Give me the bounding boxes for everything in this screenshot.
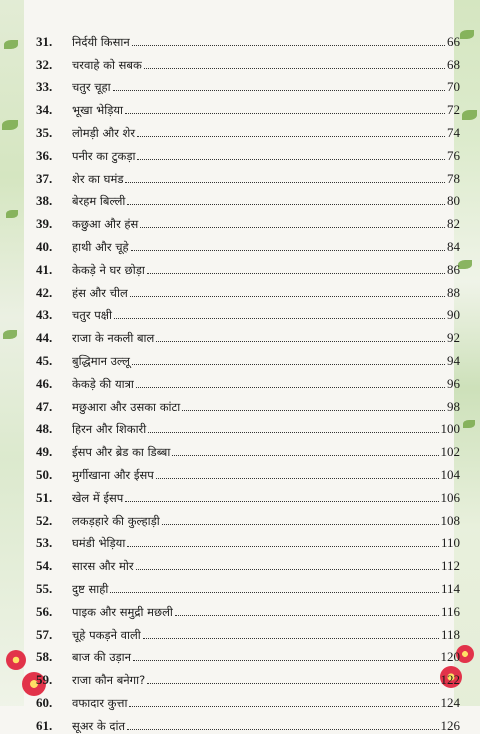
toc-entry [36, 551, 460, 574]
toc-number: 41. [36, 261, 53, 277]
toc-page-number: 90 [447, 307, 460, 323]
toc-number: 52. [36, 512, 53, 528]
toc-page-number: 116 [440, 603, 460, 619]
toc-entry [36, 483, 460, 506]
toc-title: घमंडी भेड़िया [72, 536, 126, 551]
toc-number: 39. [36, 216, 53, 232]
toc-page-number: 110 [440, 535, 460, 551]
dotted-leader [125, 112, 445, 114]
toc-number: 37. [36, 170, 53, 186]
toc-page-number: 86 [447, 261, 460, 277]
dotted-leader [172, 454, 438, 456]
toc-number: 45. [36, 352, 53, 368]
toc-page-number: 114 [440, 580, 460, 596]
toc-entry [36, 278, 460, 301]
toc-page-number: 106 [440, 489, 460, 505]
toc-title: राजा कौन बनेगा? [72, 673, 146, 688]
toc-entry [36, 574, 460, 597]
dotted-leader [132, 363, 445, 365]
dotted-leader [175, 614, 439, 616]
leaf-decoration [463, 420, 475, 428]
toc-page-number: 122 [440, 672, 460, 688]
toc-title: केकड़े की यात्रा [72, 376, 134, 391]
toc-number: 46. [36, 375, 53, 391]
toc-number: 60. [36, 694, 53, 710]
toc-entry [36, 437, 460, 460]
toc-number: 48. [36, 421, 53, 437]
toc-number: 32. [36, 56, 53, 72]
toc-title: सूअर के दांत [72, 718, 126, 733]
dotted-leader [136, 568, 439, 570]
toc-entry [36, 209, 460, 232]
toc-title: लोमड़ी और शेर [72, 125, 136, 140]
dotted-leader [140, 226, 445, 228]
toc-title: बेरहम बिल्ली [72, 194, 126, 209]
toc-entry [36, 688, 460, 711]
dotted-leader [133, 659, 438, 661]
toc-number: 43. [36, 307, 53, 323]
dotted-leader [125, 500, 438, 502]
toc-title: मुर्गीखाना और ईसप [72, 467, 154, 482]
toc-title: चरवाहे को सबक [72, 57, 142, 72]
leaf-decoration [458, 260, 472, 269]
toc-entry [36, 187, 460, 210]
dotted-leader [110, 591, 439, 593]
toc-page-number: 82 [447, 216, 460, 232]
toc-page-number: 76 [447, 147, 460, 163]
toc-title: चूहे पकड़ने वाली [72, 627, 141, 642]
flower-decoration [6, 650, 26, 670]
dotted-leader [125, 181, 445, 183]
toc-title: चतुर चूहा [72, 80, 111, 95]
toc-title: कछुआ और हंस [72, 217, 139, 232]
toc-title: शेर का घमंड [72, 171, 124, 186]
dotted-leader [130, 295, 445, 297]
toc-title: खेल में ईसप [72, 490, 124, 505]
toc-number: 49. [36, 444, 53, 460]
toc-title: निर्दयी किसान [72, 34, 130, 49]
toc-number: 59. [36, 672, 53, 688]
toc-number: 50. [36, 466, 53, 482]
dotted-leader [162, 523, 439, 525]
toc-title: ईसप और ब्रेड का डिब्बा [72, 445, 171, 460]
dotted-leader [132, 44, 445, 46]
toc-entry [36, 415, 460, 438]
toc-page-number: 78 [447, 170, 460, 186]
table-of-contents [36, 27, 460, 734]
toc-number: 31. [36, 33, 53, 49]
dotted-leader [143, 637, 439, 639]
toc-entry [36, 50, 460, 73]
dotted-leader [156, 477, 439, 479]
toc-title: मछुआरा और उसका कांटा [72, 399, 181, 414]
dotted-leader [127, 728, 438, 730]
toc-entry [36, 460, 460, 483]
toc-entry [36, 118, 460, 141]
toc-number: 61. [36, 717, 53, 733]
toc-page-number: 94 [447, 352, 460, 368]
toc-title: बुद्धिमान उल्लू [72, 353, 130, 368]
toc-page-number: 66 [447, 33, 460, 49]
toc-page-number: 96 [447, 375, 460, 391]
dotted-leader [144, 67, 445, 69]
toc-entry [36, 529, 460, 552]
toc-number: 54. [36, 558, 53, 574]
toc-entry [36, 232, 460, 255]
toc-number: 36. [36, 147, 53, 163]
toc-entry [36, 620, 460, 643]
leaf-decoration [462, 110, 477, 120]
leaf-decoration [3, 330, 17, 339]
toc-page-number: 92 [447, 330, 460, 346]
toc-page-number: 104 [440, 466, 460, 482]
toc-title: सारस और मोर [72, 559, 134, 574]
toc-title: हाथी और चूहे [72, 239, 129, 254]
dotted-leader [137, 158, 445, 160]
toc-entry [36, 369, 460, 392]
toc-page-number: 120 [440, 649, 460, 665]
toc-entry [36, 141, 460, 164]
toc-number: 55. [36, 580, 53, 596]
toc-number: 42. [36, 284, 53, 300]
dotted-leader [114, 317, 445, 319]
toc-entry [36, 73, 460, 96]
toc-title: चतुर पक्षी [72, 308, 112, 323]
dotted-leader [156, 340, 445, 342]
leaf-decoration [2, 120, 18, 130]
toc-number: 34. [36, 102, 53, 118]
toc-page-number: 112 [440, 558, 460, 574]
toc-entry [36, 27, 460, 50]
dotted-leader [182, 409, 445, 411]
toc-number: 47. [36, 398, 53, 414]
toc-number: 58. [36, 649, 53, 665]
left-floral-border [0, 0, 24, 706]
toc-title: पाइक और समुद्री मछली [72, 604, 173, 619]
toc-entry [36, 95, 460, 118]
toc-title: दुष्ट साही [72, 581, 109, 596]
toc-entry [36, 301, 460, 324]
toc-title: बाज की उड़ान [72, 650, 132, 665]
toc-entry [36, 392, 460, 415]
toc-title: राजा के नकली बाल [72, 331, 155, 346]
dotted-leader [113, 89, 445, 91]
dotted-leader [148, 431, 438, 433]
toc-title: केकड़े ने घर छोड़ा [72, 262, 145, 277]
dotted-leader [147, 682, 438, 684]
toc-entry [36, 346, 460, 369]
toc-entry [36, 164, 460, 187]
toc-page-number: 70 [447, 79, 460, 95]
toc-page-number: 126 [440, 717, 460, 733]
toc-title: हिरन और शिकारी [72, 422, 147, 437]
dotted-leader [136, 386, 445, 388]
toc-entry [36, 711, 460, 734]
toc-entry [36, 323, 460, 346]
toc-title: वफादार कुत्ता [72, 695, 128, 710]
leaf-decoration [460, 30, 474, 39]
toc-page-number: 98 [447, 398, 460, 414]
leaf-decoration [6, 210, 18, 218]
leaf-decoration [4, 40, 18, 49]
dotted-leader [147, 272, 445, 274]
dotted-leader [131, 249, 445, 251]
toc-entry [36, 665, 460, 688]
dotted-leader [127, 545, 439, 547]
toc-number: 57. [36, 626, 53, 642]
toc-page-number: 72 [447, 102, 460, 118]
toc-page-number: 80 [447, 193, 460, 209]
dotted-leader [137, 135, 445, 137]
toc-page-number: 124 [440, 694, 460, 710]
toc-title: लकड़हारे की कुल्हाड़ी [72, 513, 160, 528]
toc-title: हंस और चील [72, 285, 128, 300]
toc-page-number: 88 [447, 284, 460, 300]
toc-number: 38. [36, 193, 53, 209]
toc-page-number: 74 [447, 124, 460, 140]
toc-page-number: 84 [447, 238, 460, 254]
toc-title: भूखा भेड़िया [72, 103, 123, 118]
toc-number: 53. [36, 535, 53, 551]
toc-entry [36, 255, 460, 278]
toc-page-number: 102 [440, 444, 460, 460]
toc-page-number: 100 [440, 421, 460, 437]
toc-page-number: 108 [440, 512, 460, 528]
toc-entry [36, 597, 460, 620]
toc-title: पनीर का टुकड़ा [72, 148, 136, 163]
toc-number: 44. [36, 330, 53, 346]
toc-entry [36, 506, 460, 529]
toc-page-number: 118 [440, 626, 460, 642]
toc-number: 51. [36, 489, 53, 505]
toc-number: 56. [36, 603, 53, 619]
dotted-leader [127, 203, 445, 205]
toc-number: 33. [36, 79, 53, 95]
toc-page-number: 68 [447, 56, 460, 72]
toc-number: 40. [36, 238, 53, 254]
toc-entry [36, 643, 460, 666]
toc-number: 35. [36, 124, 53, 140]
